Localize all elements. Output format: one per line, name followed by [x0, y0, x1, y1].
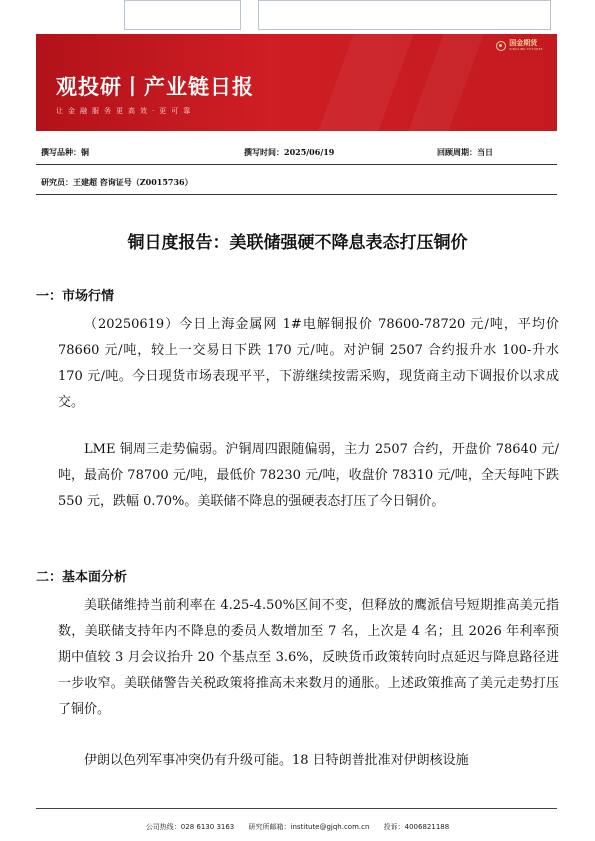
- paragraph: LME 铜周三走势偏弱。沪铜周四跟随偏弱，主力 2507 合约，开盘价 78640 元/吨，最高价 78700 元/吨，最低价 78230 元/吨，收盘价 78310 元/吨，全天每吨下跌 550 元，跌幅 0.70%。美联储不降息的强硬表态打压了今日铜价。: [58, 442, 559, 509]
- section-heading-market: 一：市场行情: [36, 289, 115, 304]
- meta-variety: 撰写品种：铜: [41, 147, 89, 157]
- section-heading-fundamentals: 二：基本面分析: [36, 570, 128, 585]
- company-logo: [496, 40, 543, 51]
- paragraph: （20250619）今日上海金属网 1#电解铜报价 78600-78720 元/吨，平均价 78660 元/吨，较上一交易日下跌 170 元/吨。对沪铜 2507 合约报升水 100-升水 170 元/吨。今日现货市场表现平平，下游继续按需采购，现货商主动下调报价以求成交。: [58, 317, 559, 410]
- header-placeholder-box-right: [258, 0, 551, 30]
- logo-icon: [496, 41, 506, 51]
- footer-email: 研究所邮箱：institute@gjqh.com.cn: [248, 823, 370, 831]
- footer-hotline: 公司热线：028 6130 3163: [145, 823, 235, 831]
- footer-divider: [36, 808, 557, 809]
- paragraph: 伊朗以色列军事冲突仍有升级可能。18 日特朗普批准对伊朗核设施: [84, 753, 469, 768]
- banner-decoration: [408, 34, 483, 131]
- report-title: 铜日度报告：美联储强硬不降息表态打压铜价: [127, 233, 468, 253]
- report-banner: [36, 34, 557, 131]
- meta-period: 回顾周期：当日: [437, 147, 493, 157]
- meta-analyst: 研究员：王建超 咨询证号（Z0015736）: [41, 177, 193, 187]
- banner-decoration: [318, 34, 413, 131]
- logo-name-en: SINOLINK FUTURES: [509, 47, 543, 51]
- divider: [36, 194, 557, 195]
- header-placeholder-box-left: [124, 0, 241, 30]
- logo-name-cn: 国金期货: [509, 39, 538, 47]
- meta-date: 撰写时间：2025/06/19: [244, 147, 335, 157]
- banner-slogan: 让金融服务更高效·更可靠: [56, 107, 196, 115]
- paragraph: 美联储维持当前利率在 4.25-4.50%区间不变，但释放的鹰派信号短期推高美元指数，美联储支持年内不降息的委员人数增加至 7 名，上次是 4 名；且 2026 年利率预期中值较 3 月会议抬升 20 个基点至 3.6%，反映货币政策转向时点延迟与降息路径进一步收窄。美联储警告关税政策将推高未来数月的通胀。上述政策推高了美元走势打压了铜价。: [58, 598, 559, 717]
- divider: [36, 164, 557, 165]
- footer-complaint: 投诉：4006821188: [383, 823, 450, 831]
- page-footer: [0, 822, 595, 832]
- banner-title: 观投研丨产业链日报: [56, 75, 254, 99]
